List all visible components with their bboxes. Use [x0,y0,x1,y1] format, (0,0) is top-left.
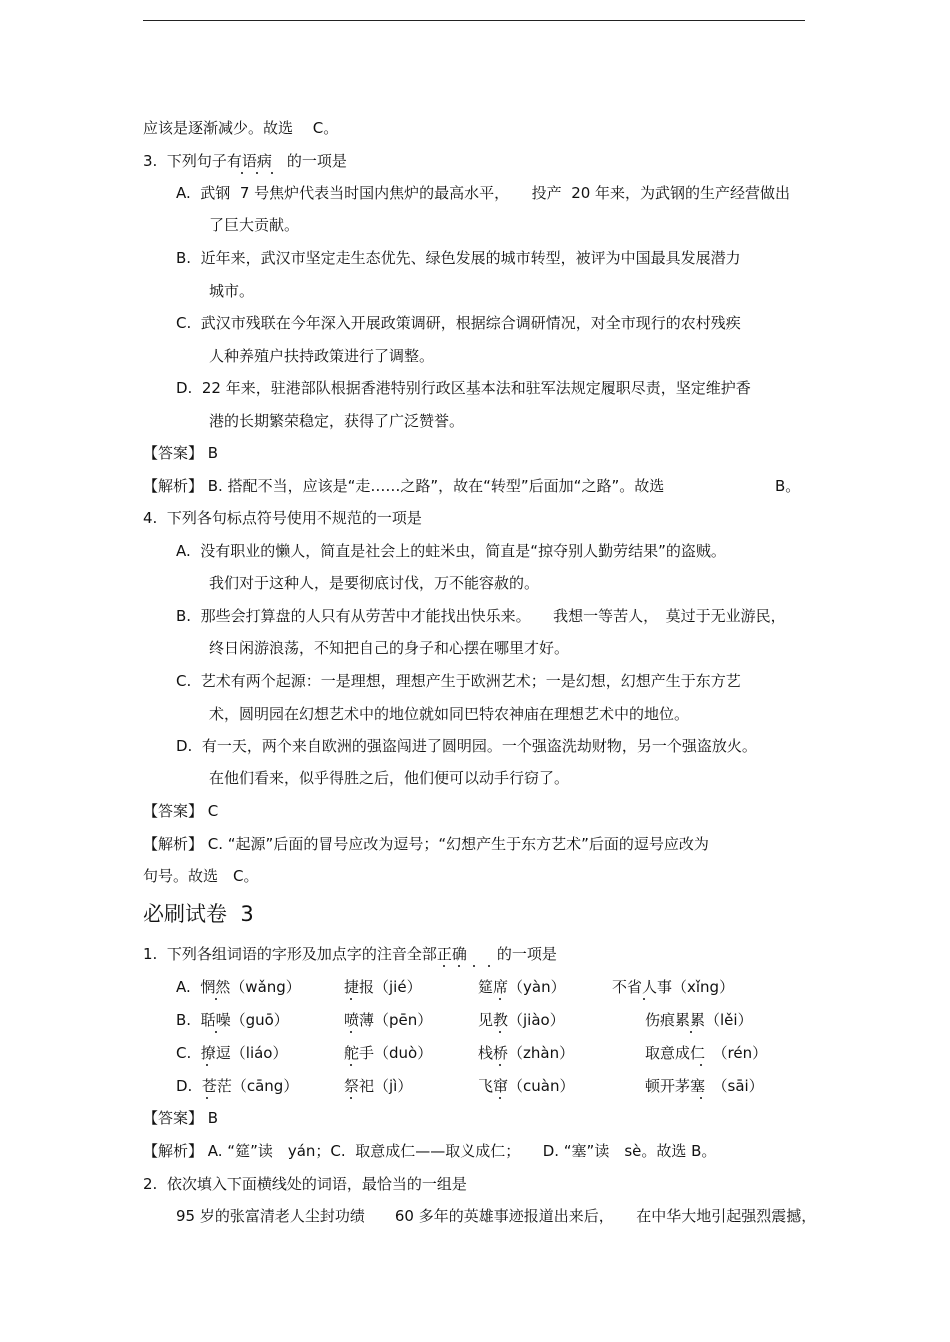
emphasis-dot [700,1064,702,1066]
option-c-word-2: 舵手（duò） [344,1044,433,1062]
option-a-word-1: A. 惘然（wǎng） [176,978,301,996]
option-b-word-4: 伤痕累累（lěi） [645,1011,753,1029]
emphasis-dot [473,965,475,967]
option-d: D. 有一天，两个来自欧洲的强盗闯进了圆明园。一个强盗洗劫财物，另一个强盗放火。 [176,737,757,755]
text-line: 了巨大贡献。 [209,216,300,234]
question-1: 1. 下列各组词语的字形及加点字的注音全部正确 的一项是 [143,945,557,963]
option-d-word-4: 顿开茅塞 （sāi） [645,1077,764,1095]
option-c: C. 武汉市残联在今年深入开展政策调研，根据综合调研情况，对全市现行的农村残疾 [176,314,741,332]
text-line: 人种养殖户扶持政策进行了调整。 [209,347,435,365]
emphasis-dot [241,172,243,174]
option-d-word-1: D. 苍茫（cāng） [176,1077,299,1095]
text-line: 我们对于这种人，是要彻底讨伐，万不能容赦的。 [209,574,540,592]
emphasis-dot [271,172,273,174]
emphasis-dot [215,1031,217,1033]
analysis: 【解析】 A. “筵”读 yán；C. 取意成仁——取义成仁； D. “塞”读 sè。故选 B。 [143,1142,717,1160]
option-a-word-4: 不省人事（xǐng） [612,978,735,996]
text-line: 术，圆明园在幻想艺术中的地位就如同巴特农神庙在理想艺术中的地位。 [209,705,690,723]
emphasis-dot [700,1097,702,1099]
analysis: 【解析】 B. 搭配不当，应该是“走……之路”，故在“转型”后面加“之路”。故选 [143,477,665,495]
emphasis-dot [443,965,445,967]
option-a-word-2: 捷报（jié） [344,978,422,996]
emphasis-dot [206,1064,208,1066]
emphasis-dot [499,1031,501,1033]
option-b: B. 近年来，武汉市坚定走生态优先、绿色发展的城市转型，被评为中国最具发展潜力 [176,249,741,267]
emphasis-dot [215,998,217,1000]
text-line: 在他们看来，似乎得胜之后，他们便可以动手行窃了。 [209,769,570,787]
option-b: B. 那些会打算盘的人只有从劳苦中才能找出快乐来。 我想一等苦人， 莫过于无业游民， [176,607,786,625]
emphasis-dot [206,1097,208,1099]
option-d-word-2: 祭祀（jì） [344,1077,413,1095]
option-b-word-2: 喷薄（pēn） [344,1011,433,1029]
emphasis-dot [256,172,258,174]
option-b-word-3: 见教（jiào） [478,1011,565,1029]
emphasis-dot [350,1064,352,1066]
option-c: C. 艺术有两个起源：一是理想，理想产生于欧洲艺术；一是幻想，幻想产生于东方艺 [176,672,741,690]
question-2: 2. 依次填入下面横线处的词语，最恰当的一组是 [143,1175,467,1193]
answer-label: 【答案】 C [143,802,219,820]
emphasis-dot [499,1064,501,1066]
emphasis-dot [350,1031,352,1033]
analysis-choice: B。 [775,477,801,495]
emphasis-dot [690,1031,692,1033]
header-rule [143,20,805,21]
emphasis-dot [643,998,645,1000]
emphasis-dot [350,998,352,1000]
text-line: 应该是逐渐减少。故选 C。 [143,119,339,137]
option-a: A. 武钢 7 号焦炉代表当时国内焦炉的最高水平， 投产 20 年来，为武钢的生产经营做出 [176,184,791,202]
option-d-word-3: 飞窜（cuàn） [478,1077,575,1095]
text-line: 句号。故选 C。 [143,867,259,885]
option-d: D. 22 年来，驻港部队根据香港特别行政区基本法和驻军法规定履职尽责，坚定维护香 [176,379,751,397]
option-b-word-1: B. 聒噪（guō） [176,1011,289,1029]
option-c-word-4: 取意成仁 （rén） [645,1044,768,1062]
emphasis-dot [488,965,490,967]
option-c-word-1: C. 撩逗（liáo） [176,1044,288,1062]
text-line: 95 岁的张富清老人尘封功绩 60 多年的英雄事迹报道出来后， 在中华大地引起强烈震撼， [176,1207,817,1225]
text-line: 终日闲游浪荡，不知把自己的身子和心摆在哪里才好。 [209,639,570,657]
analysis: 【解析】 C. “起源”后面的冒号应改为逗号；“幻想产生于东方艺术”后面的逗号应改为 [143,835,709,853]
emphasis-dot [499,1097,501,1099]
question-4: 4. 下列各句标点符号使用不规范的一项是 [143,509,422,527]
question-3: 3. 下列句子有语病 的一项是 [143,152,347,170]
option-a-word-3: 筵席（yàn） [478,978,566,996]
emphasis-dot [458,965,460,967]
emphasis-dot [350,1097,352,1099]
option-c-word-3: 栈桥（zhàn） [478,1044,575,1062]
answer-label: 【答案】 B [143,444,219,462]
section-heading: 必刷试卷 3 [143,902,254,926]
answer-label: 【答案】 B [143,1109,219,1127]
text-line: 城市。 [209,282,255,300]
option-a: A. 没有职业的懒人，简直是社会上的蛀米虫，简直是“掠夺别人勤劳结果”的盗贼。 [176,542,726,560]
emphasis-dot [499,998,501,1000]
text-line: 港的长期繁荣稳定，获得了广泛赞誉。 [209,412,465,430]
